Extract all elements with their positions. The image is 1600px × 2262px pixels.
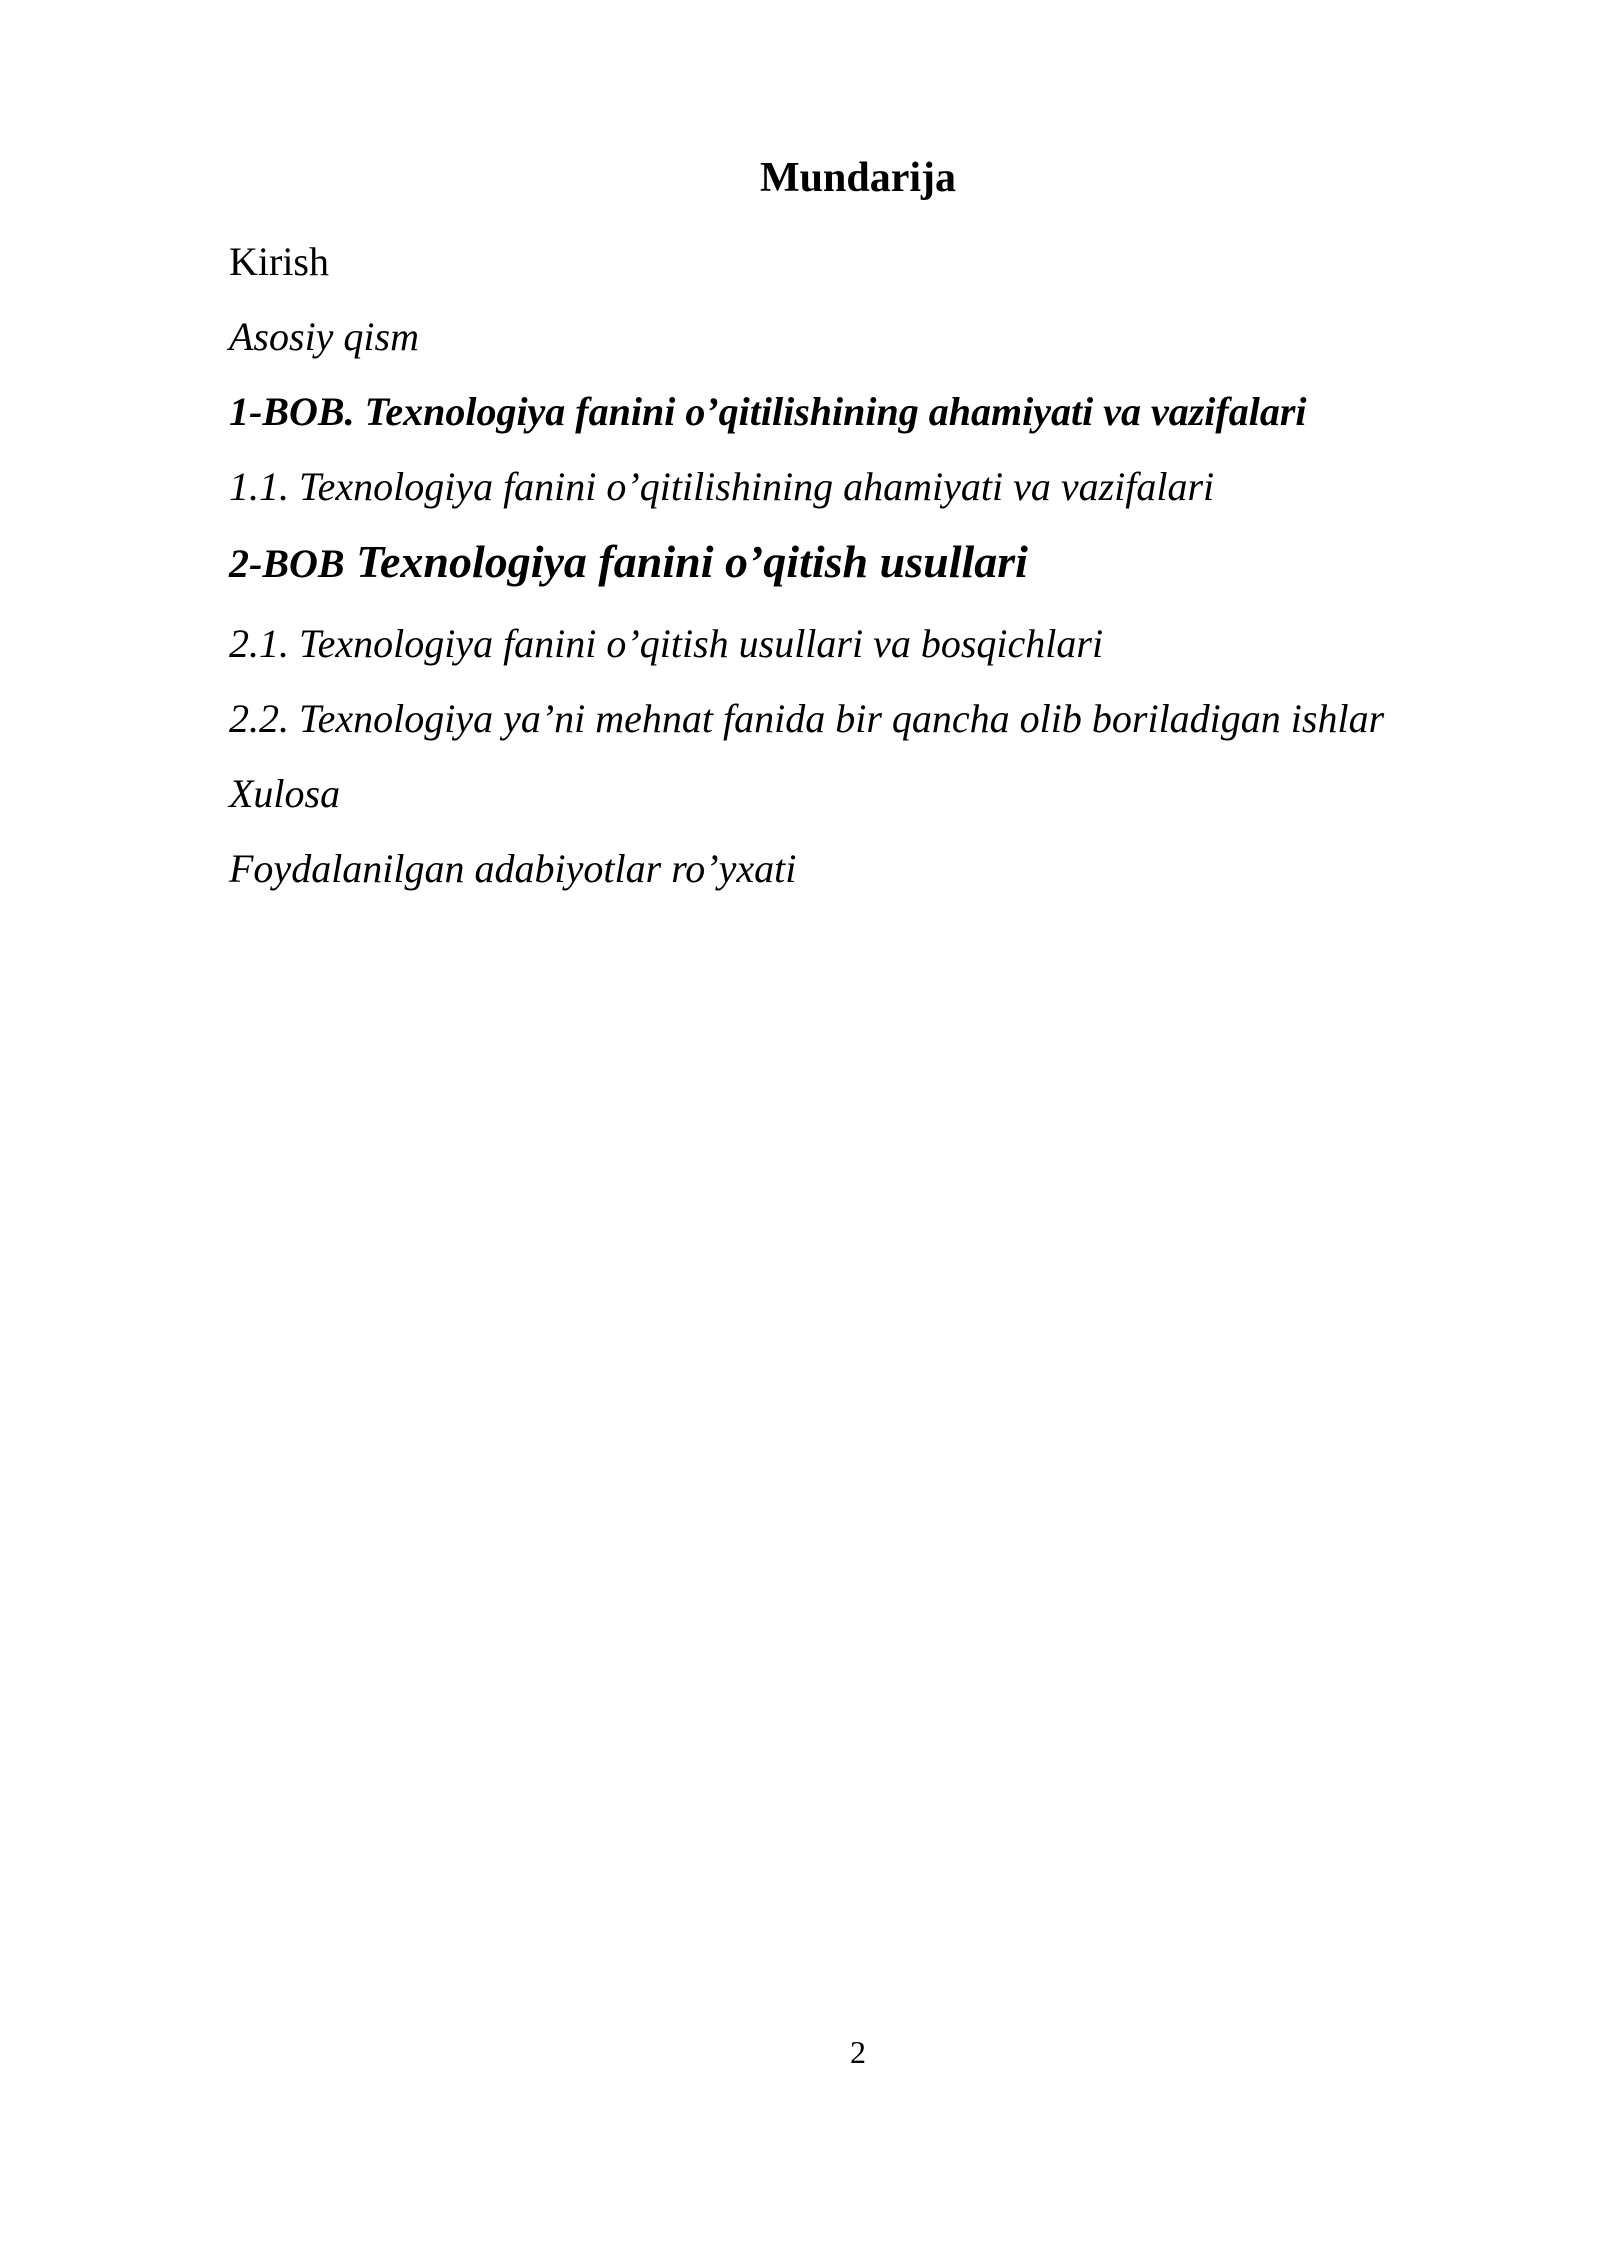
toc-item-section-1-1: 1.1. Texnologiya fanini o’qitilishining ahamiyati va vazifalari: [229, 464, 1215, 509]
toc-item-section-2-1: 2.1. Texnologiya fanini o’qitish usullari va bosqichlari: [229, 621, 1104, 666]
toc-item-xulosa: Xulosa: [229, 771, 341, 816]
toc-item-chapter-2: [229, 536, 1569, 618]
page-title: Mundarija: [759, 155, 956, 201]
table-of-contents: [229, 236, 1569, 918]
page-number: 2: [850, 2034, 866, 2070]
toc-item-adabiyotlar: Foydalanilgan adabiyotlar ro’yxati: [229, 846, 797, 891]
chapter-2-title: Texnologiya fanini o’qitish usullari: [356, 536, 1028, 587]
toc-item-chapter-1: 1-BOB. Texnologiya fanini o’qitilishining ahamiyati va vazifalari: [229, 389, 1307, 434]
toc-item-asosiy-qism: Asosiy qism: [229, 314, 419, 359]
toc-item-section-2-2: 2.2. Texnologiya ya’ni mehnat fanida bir qancha olib boriladigan ishlar: [229, 696, 1385, 741]
toc-item-kirish: Kirish: [229, 239, 329, 284]
chapter-2-prefix: 2-BOB: [229, 541, 345, 586]
